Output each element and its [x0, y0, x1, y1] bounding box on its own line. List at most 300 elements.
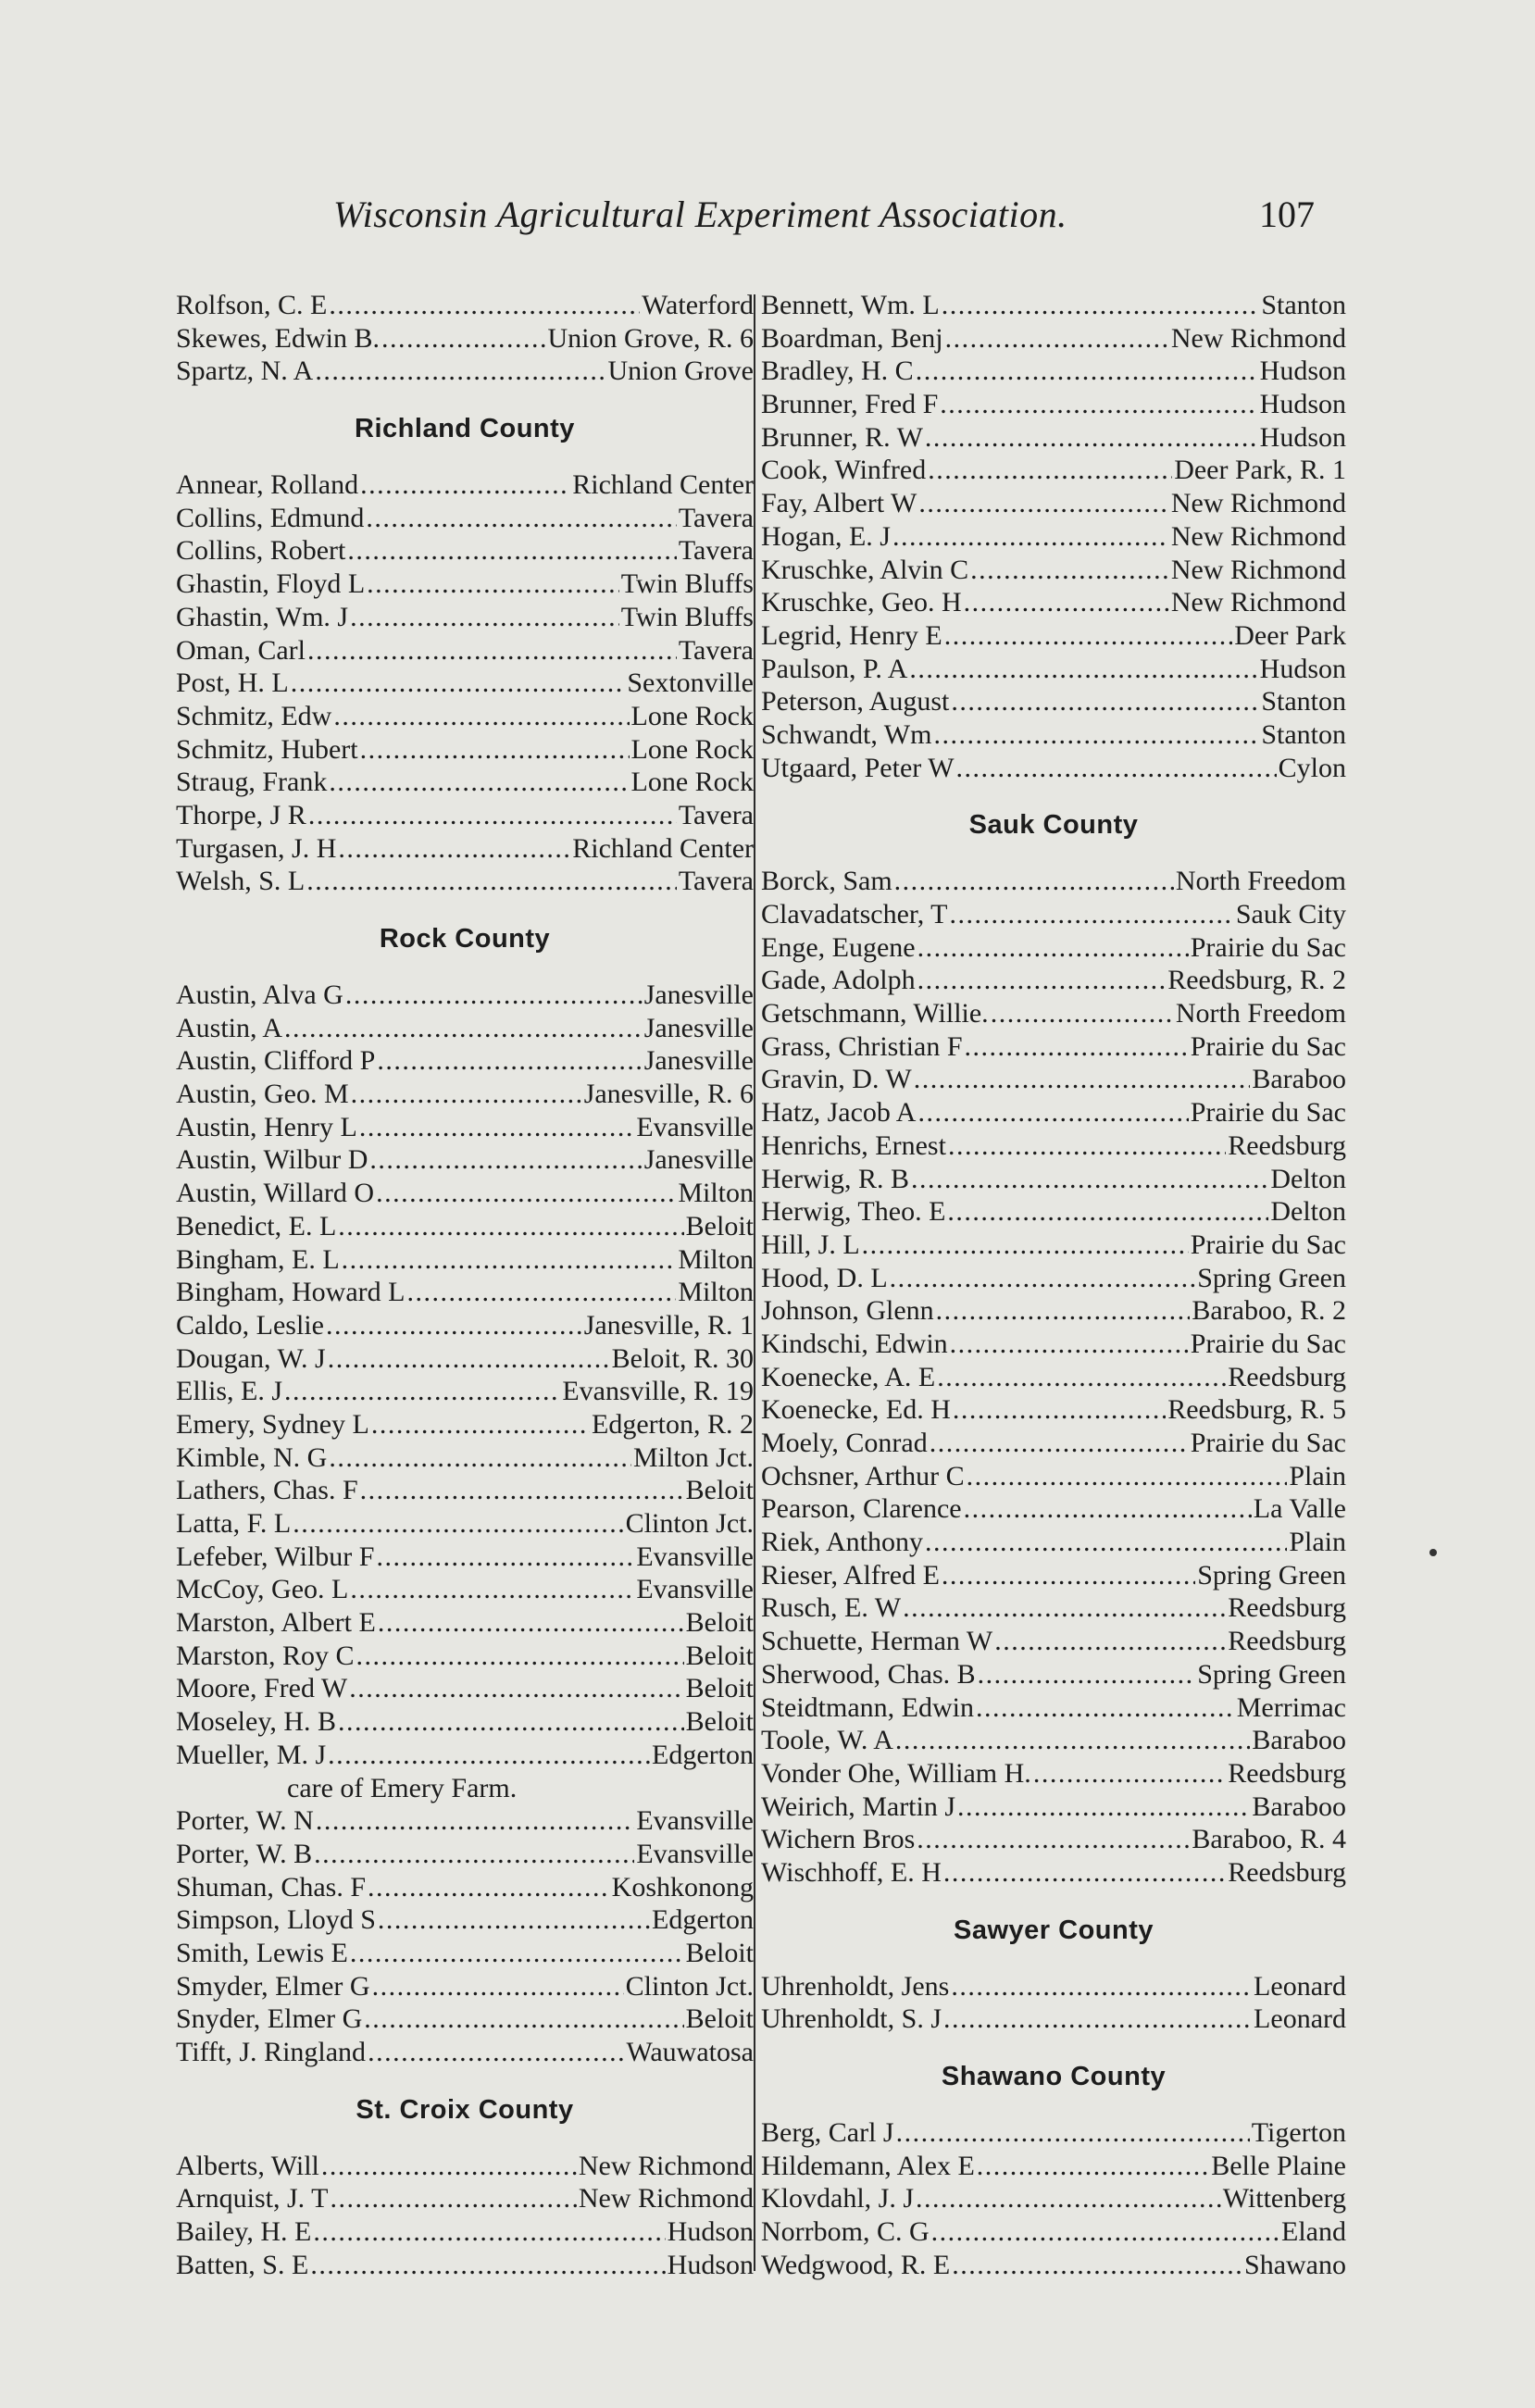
dot-leader: [316, 1804, 635, 1838]
entry-place: Evansville, R. 19: [562, 1376, 754, 1407]
entry-name: Hogan, E. J: [761, 520, 891, 552]
dot-leader: [381, 322, 546, 356]
entry-place: Hudson: [1259, 421, 1346, 453]
entry-name: Wichern Bros: [761, 1824, 916, 1855]
page-number: 107: [1259, 193, 1315, 235]
entry-place: Reedsburg, R. 2: [1167, 965, 1346, 996]
entry-name: Bradley, H. C: [761, 356, 914, 387]
directory-entry: [761, 1361, 1346, 1394]
entry-place: Clinton Jct.: [625, 1508, 754, 1539]
directory-entry: [176, 1243, 754, 1277]
directory-entry: [176, 1177, 754, 1210]
directory-entry: [761, 1691, 1346, 1725]
entry-place: Hudson: [1259, 389, 1346, 420]
entry-name: Oman, Carl: [176, 634, 306, 666]
dot-leader: [937, 1361, 1226, 1394]
entry-name: Koenecke, Ed. H: [761, 1394, 951, 1426]
entry-name: Welsh, S. L: [176, 866, 306, 897]
entry-place: Prairie du Sac: [1190, 1428, 1346, 1458]
dot-leader: [930, 1427, 1189, 1460]
directory-entry: [761, 1262, 1346, 1295]
entry-name: Moseley, H. B: [176, 1706, 337, 1738]
entry-name: Enge, Eugene: [761, 931, 916, 963]
entry-place: Sauk City: [1235, 899, 1346, 930]
entry-place: Evansville: [636, 1838, 754, 1869]
entry-name: Collins, Robert: [176, 535, 346, 567]
dot-leader: [890, 1262, 1196, 1295]
directory-entry: [176, 1375, 754, 1408]
directory-entry: [761, 289, 1346, 322]
entry-name: Uhrenholdt, Jens: [761, 1970, 950, 2002]
dot-leader: [965, 1030, 1189, 1064]
directory-entry: [761, 997, 1346, 1030]
entry-list: [176, 2150, 754, 2282]
entry-name: Shuman, Chas. F: [176, 1871, 367, 1903]
entry-name: McCoy, Geo. L: [176, 1574, 349, 1605]
directory-entry: [176, 289, 754, 322]
directory-entry: [176, 1606, 754, 1640]
directory-entry: [761, 1163, 1346, 1196]
entry-place: New Richmond: [1170, 520, 1346, 552]
entry-name: Utgaard, Peter W: [761, 752, 955, 783]
entry-list: [176, 468, 754, 898]
entry-place: Beloit: [685, 2003, 754, 2035]
dot-leader: [376, 1541, 634, 1574]
entry-name: Klovdahl, J. J: [761, 2183, 914, 2215]
entry-name: Norrbom, C. G: [761, 2216, 930, 2248]
dot-leader: [330, 2182, 576, 2215]
entry-place: Janesville: [643, 979, 754, 1010]
entry-place: Koshkonong: [611, 1871, 754, 1903]
directory-entry: [176, 1739, 754, 1772]
entry-name: Henrichs, Ernest: [761, 1129, 946, 1161]
directory-entry: [176, 1408, 754, 1441]
directory-entry: [761, 931, 1346, 965]
entry-place: New Richmond: [1170, 587, 1346, 618]
entry-name: Austin, Geo. M: [176, 1079, 349, 1110]
dot-leader: [350, 1573, 634, 1606]
dot-leader: [917, 964, 1167, 997]
dot-leader: [931, 2215, 1279, 2249]
entry-place: Plain: [1289, 1460, 1346, 1491]
entry-name: Kindschi, Edwin: [761, 1328, 948, 1359]
directory-entry: [761, 898, 1346, 931]
entry-place: Prairie du Sac: [1190, 1030, 1346, 1062]
entry-name: Hatz, Jacob A: [761, 1097, 917, 1129]
entry-place: Reedsburg, R. 5: [1167, 1394, 1346, 1426]
entry-place: New Richmond: [1170, 554, 1346, 585]
dot-leader: [894, 865, 1174, 898]
entry-name: Schmitz, Edw: [176, 700, 332, 731]
dot-leader: [306, 865, 677, 898]
entry-place: Baraboo: [1252, 1725, 1346, 1756]
entry-name: Spartz, N. A: [176, 356, 314, 387]
entry-place: Evansville: [636, 1111, 754, 1142]
entry-place: Hudson: [1259, 356, 1346, 387]
directory-entry: [176, 979, 754, 1012]
entry-name: Hood, D. L: [761, 1262, 888, 1293]
entry-place: Reedsburg: [1228, 1626, 1346, 1657]
dot-leader: [293, 1507, 623, 1541]
entry-place: Beloit: [685, 1210, 754, 1241]
entry-name: Koenecke, A. E: [761, 1361, 936, 1392]
entry-place: Milton: [678, 1243, 754, 1275]
entry-place: Wauwatosa: [626, 2037, 754, 2067]
county-heading-sawyer: Sawyer County: [954, 1915, 1154, 1945]
entry-name: Latta, F. L: [176, 1508, 292, 1539]
entry-name: Bailey, H. E: [176, 2216, 312, 2248]
entry-name: Mueller, M. J: [176, 1739, 327, 1770]
directory-entry: [761, 487, 1346, 520]
entry-name: Boardman, Benj: [761, 322, 943, 354]
dot-leader: [1033, 1757, 1226, 1790]
entry-note: care of Emery Farm.: [287, 1772, 518, 1803]
entry-place: North Freedom: [1175, 998, 1346, 1029]
directory-entry: [761, 520, 1346, 554]
entry-place: New Richmond: [578, 2150, 754, 2181]
right-column: [761, 289, 1346, 2281]
entry-place: Lone Rock: [630, 700, 754, 731]
entry-place: Leonard: [1254, 2003, 1346, 2035]
directory-entry: [761, 964, 1346, 997]
entry-name: Ghastin, Wm. J: [176, 601, 349, 632]
entry-place: Tavera: [678, 634, 754, 666]
dot-leader: [947, 1195, 1268, 1229]
entry-name: Wischhoff, E. H: [761, 1856, 942, 1888]
entry-place: La Valle: [1253, 1493, 1346, 1525]
directory-entry: [176, 1903, 754, 1937]
directory-entry: [176, 1044, 754, 1078]
directory-entry: [176, 601, 754, 634]
column-divider: [754, 294, 755, 2271]
directory-entry: [761, 619, 1346, 653]
entry-name: Collins, Edmund: [176, 502, 365, 533]
entry-place: Richland Center: [572, 469, 754, 501]
entry-place: Janesville, R. 1: [583, 1309, 754, 1341]
dot-leader: [368, 1871, 610, 1904]
entry-place: Shawano: [1244, 2249, 1346, 2280]
dot-leader: [951, 685, 1259, 718]
entry-place: Union Grove, R. 6: [547, 322, 754, 354]
directory-entry: [761, 653, 1346, 686]
entry-place: Union Grove: [607, 356, 754, 387]
entry-name: Gravin, D. W: [761, 1064, 912, 1095]
dot-leader: [371, 1408, 590, 1441]
entry-place: Tavera: [678, 502, 754, 533]
dot-leader: [953, 1393, 1166, 1427]
entry-place: Edgerton, R. 2: [592, 1408, 754, 1440]
entry-name: Herwig, R. B: [761, 1163, 909, 1194]
entry-name: Riek, Anthony: [761, 1527, 924, 1558]
directory-entry: [176, 2249, 754, 2282]
dot-leader: [957, 1790, 1250, 1824]
entry-name: Ghastin, Floyd L: [176, 568, 366, 600]
directory-entry: [761, 1823, 1346, 1856]
dot-leader: [342, 1243, 677, 1277]
directory-entry: [176, 1507, 754, 1541]
entry-place: Richland Center: [572, 832, 754, 864]
entry-place: Plain: [1289, 1527, 1346, 1558]
entry-name: Weirich, Martin J: [761, 1790, 956, 1822]
directory-entry: [761, 1129, 1346, 1163]
entry-name: Lefeber, Wilbur F: [176, 1541, 375, 1572]
directory-entry: [176, 667, 754, 700]
entry-name: Hildemann, Alex E: [761, 2150, 975, 2181]
directory-entry: [176, 2150, 754, 2183]
directory-entry: [176, 534, 754, 568]
directory-entry: [761, 2182, 1346, 2215]
directory-entry: [176, 2215, 754, 2249]
entry-place: Edgerton: [652, 1739, 754, 1770]
dot-leader: [970, 554, 1169, 587]
entry-place: Beloit: [685, 1706, 754, 1738]
directory-entry: [176, 2182, 754, 2215]
dot-leader: [956, 752, 1277, 785]
dot-leader: [943, 1856, 1226, 1890]
dot-leader: [367, 568, 619, 601]
entry-name: Uhrenholdt, S. J: [761, 2003, 942, 2035]
entry-name: Dougan, W. J: [176, 1342, 326, 1374]
entry-place: Delton: [1270, 1196, 1346, 1228]
entry-place: Prairie du Sac: [1190, 1229, 1346, 1260]
entry-place: Sextonville: [627, 668, 754, 699]
county-heading-sauk: Sauk County: [968, 810, 1139, 841]
entry-place: Hudson: [667, 2216, 754, 2248]
dot-leader: [356, 1640, 684, 1673]
directory-entry: [761, 1526, 1346, 1559]
entry-name: Gade, Adolph: [761, 965, 916, 996]
entry-place: Baraboo: [1252, 1064, 1346, 1095]
entry-name: Bingham, Howard L: [176, 1277, 406, 1308]
entry-place: Twin Bluffs: [620, 601, 754, 632]
directory-entry: [761, 2003, 1346, 2036]
entry-place: Cylon: [1278, 752, 1346, 783]
dot-leader: [366, 502, 676, 535]
entry-name: Austin, Wilbur D: [176, 1144, 368, 1176]
entry-name: Smyder, Elmer G: [176, 1970, 370, 2002]
directory-entry: [761, 2150, 1346, 2183]
directory-entry: [761, 1559, 1346, 1592]
entry-name: Paulson, P. A: [761, 653, 908, 684]
directory-entry: [761, 1294, 1346, 1328]
dot-leader: [338, 832, 570, 866]
entry-list: [176, 979, 754, 1772]
directory-entry: [176, 502, 754, 535]
entry-place: Janesville: [643, 1012, 754, 1043]
entry-place: Stanton: [1261, 290, 1346, 320]
directory-entry: [761, 554, 1346, 587]
entry-place: Hudson: [1259, 653, 1346, 684]
county-heading-rock: Rock County: [379, 924, 551, 954]
entry-place: Deer Park: [1234, 619, 1346, 651]
dot-leader: [310, 2249, 665, 2282]
directory-entry: [176, 355, 754, 388]
dot-leader: [328, 1342, 610, 1376]
dot-leader: [895, 1724, 1250, 1757]
dot-leader: [967, 1460, 1288, 1493]
entry-name: Hill, J. L: [761, 1229, 860, 1260]
entry-name: Emery, Sydney L: [176, 1408, 369, 1440]
entry-name: Brunner, R. W: [761, 421, 923, 453]
directory-entry: [761, 1460, 1346, 1493]
entry-name: Porter, W. B: [176, 1838, 313, 1869]
directory-entry: [176, 2036, 754, 2069]
dot-leader: [948, 1129, 1226, 1163]
entry-name: Turgasen, J. H: [176, 832, 337, 864]
dot-leader: [378, 1903, 650, 1937]
entry-name: Thorpe, J R: [176, 799, 306, 830]
entry-place: Lone Rock: [630, 767, 754, 798]
entry-place: Merrimac: [1236, 1691, 1346, 1723]
entry-name: Johnson, Glenn: [761, 1295, 934, 1327]
entry-name: Austin, Clifford P: [176, 1045, 376, 1077]
dot-leader: [364, 2003, 683, 2036]
entry-name: Legrid, Henry E: [761, 619, 942, 651]
dot-leader: [321, 2150, 577, 2183]
directory-entry: [176, 832, 754, 866]
directory-entry: [176, 1838, 754, 1871]
directory-entry: [176, 1276, 754, 1309]
directory-entry: [176, 1871, 754, 1904]
directory-entry: [176, 322, 754, 356]
directory-entry: [176, 766, 754, 799]
dot-leader: [952, 2249, 1242, 2282]
entry-name: Austin, Alva G: [176, 979, 343, 1010]
dot-leader: [909, 653, 1257, 686]
directory-entry: [761, 1229, 1346, 1262]
dot-leader: [308, 799, 677, 832]
directory-entry: [761, 1393, 1346, 1427]
directory-entry: [176, 2003, 754, 2036]
dot-leader: [945, 322, 1169, 356]
entry-name: Tifft, J. Ringland: [176, 2037, 367, 2067]
dot-leader: [329, 289, 640, 322]
entry-name: Pearson, Clarence: [761, 1493, 962, 1525]
dot-leader: [406, 1276, 676, 1309]
dot-leader: [360, 733, 630, 767]
entry-name: Marston, Roy C: [176, 1640, 355, 1671]
entry-place: North Freedom: [1175, 866, 1346, 897]
directory-entry: [761, 1970, 1346, 2003]
dot-leader: [284, 1012, 643, 1045]
margin-speck: [1429, 1549, 1437, 1556]
entry-name: Marston, Albert E: [176, 1607, 376, 1639]
entry-name: Bingham, E. L: [176, 1243, 340, 1275]
directory-entry: [761, 1328, 1346, 1361]
dot-leader: [350, 601, 619, 634]
entry-place: Stanton: [1261, 686, 1346, 717]
entry-name: Toole, W. A: [761, 1725, 893, 1756]
entry-name: Skewes, Edwin B.: [176, 322, 380, 354]
directory-entry: [176, 1705, 754, 1739]
entry-place: Reedsburg: [1228, 1856, 1346, 1888]
entry-place: Beloit: [685, 1937, 754, 1968]
entry-place: Milton: [678, 1178, 754, 1209]
directory-entry: [176, 799, 754, 832]
entry-place: Wittenberg: [1222, 2183, 1346, 2215]
dot-leader: [313, 2215, 665, 2249]
entry-name: Grass, Christian F: [761, 1030, 963, 1062]
entry-name: Berg, Carl J: [761, 2117, 894, 2148]
entry-place: Waterford: [642, 290, 754, 320]
entry-name: Batten, S. E: [176, 2249, 309, 2280]
dot-leader: [892, 520, 1169, 554]
entry-place: Baraboo, R. 2: [1192, 1295, 1346, 1327]
dot-leader: [951, 1970, 1252, 2003]
dot-leader: [978, 1658, 1196, 1691]
dot-leader: [994, 1625, 1226, 1658]
entry-place: Reedsburg: [1228, 1129, 1346, 1161]
entry-place: Evansville: [636, 1541, 754, 1572]
dot-leader: [928, 454, 1172, 487]
dot-leader: [376, 1177, 676, 1210]
entry-list: [761, 865, 1346, 1889]
entry-name: Sherwood, Chas. B: [761, 1658, 976, 1690]
dot-leader: [944, 619, 1232, 653]
entry-name: Straug, Frank: [176, 767, 328, 798]
entry-place: Janesville, R. 6: [583, 1079, 754, 1110]
entry-place: Hudson: [667, 2249, 754, 2280]
dot-leader: [940, 388, 1257, 421]
dot-leader: [916, 2182, 1221, 2215]
directory-entry: [761, 1757, 1346, 1790]
directory-entry: [761, 718, 1346, 752]
page-header: [333, 193, 1315, 236]
dot-leader: [314, 1838, 634, 1871]
dot-leader: [338, 1210, 683, 1243]
directory-entry: [176, 1970, 754, 2003]
directory-entry: [176, 468, 754, 502]
directory-entry: [176, 1640, 754, 1673]
entry-place: Beloit: [685, 1607, 754, 1639]
county-heading-richland: Richland County: [355, 414, 575, 444]
entry-name: Snyder, Elmer G: [176, 2003, 363, 2035]
entry-name: Wedgwood, R. E: [761, 2249, 951, 2280]
directory-entry: [176, 1078, 754, 1111]
dot-leader: [329, 766, 629, 799]
entry-list: [176, 289, 754, 388]
dot-leader: [326, 1309, 582, 1342]
entry-place: Beloit: [685, 1475, 754, 1506]
directory-entry: [176, 1672, 754, 1705]
entry-name: Rieser, Alfred E: [761, 1559, 940, 1591]
directory-entry: [761, 1625, 1346, 1658]
directory-entry: [176, 1541, 754, 1574]
dot-leader: [372, 1970, 624, 2003]
dot-leader: [347, 534, 676, 568]
directory-entry: [761, 1492, 1346, 1526]
dot-leader: [925, 1526, 1287, 1559]
dot-leader: [964, 586, 1169, 619]
entry-place: Clinton Jct.: [625, 1970, 754, 2002]
directory-entry: [761, 454, 1346, 487]
directory-entry: [761, 1195, 1346, 1229]
entry-place: Milton: [678, 1277, 754, 1308]
dot-leader: [933, 718, 1259, 752]
entry-name: Peterson, August: [761, 686, 950, 717]
entry-name: Austin, Willard O: [176, 1178, 375, 1209]
directory-entry: [761, 2116, 1346, 2150]
directory-entry: [761, 2215, 1346, 2249]
dot-leader: [291, 667, 626, 700]
entry-place: Tavera: [678, 866, 754, 897]
entry-name: Ochsner, Arthur C: [761, 1460, 965, 1491]
dot-leader: [903, 1591, 1226, 1625]
entry-place: Edgerton: [652, 1904, 754, 1936]
directory-entry: [176, 1573, 754, 1606]
directory-entry: [176, 568, 754, 601]
entry-name: Moely, Conrad: [761, 1428, 928, 1458]
